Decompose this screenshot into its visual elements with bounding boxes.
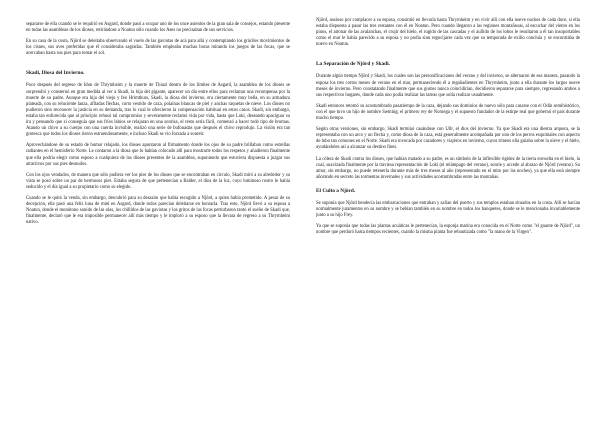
section-heading-cult: El Culto a Njörd. [316, 187, 356, 194]
paragraph: Según otras versiones, sin embargo, Skadi terminó casándose con Ullr, el dios del invierno. Ya que Skadi era una diestra arquera, se la representaba con un arco y un flecha y, como diosa de la caza, está generalmente acompañada por uno de los perros esquimales con aspecto de lobo tan comunes en el Norte. Skadi era invocada por cazadores y viajeros en invierno, cuyos trineos ella guiaba sobre la nieve y el hielo, ayudándoles así a alcanzar su destino fines. [316, 127, 580, 151]
paragraph: Ya que se suponía que todas las plantas acuáticas le pertenecían, la esponja marina era conocida en el Norte como "el guante de Njörd", un nombre que perduró hasta tiempos recientes, cuando la misma planta fue rebautizada como "la mano de la Virgen". [316, 224, 580, 236]
paragraph: Se suponía que Njörd bendecía las embarcaciones que entraban y salían del puerto y sus templos estaban situados en la costa. Allí se hacían normalmente juramentos en su nombre y se bebían también en su nombre en todos los banquetes, donde se le mencionaba invariablemente junto a su hijo Frey. [316, 200, 580, 219]
paragraph: separarse de ella cuando se le requirió en Asgard, donde pasó a ocupar uno de los once asientos de la gran sala de consejos, estando presente en todas las asambleas de los dioses, retirándose a Noatun sólo cuando los Ases no precisaban de sus servicios. [26, 22, 290, 34]
paragraph: Cuando se le quitó la venda, sin embargo, descubrió para su desazón que había escogido a Njörd, a quien había prometido. A pesar de su decepción, ella pasó una feliz luna de miel en Asgard, donde todos parecían deleitarse en honrarla. Tras esto, Njörd llevó a su esposa a Noatun, donde el monótono sonido de las olas, los chillidos de las gaviotas y los gritos de las focas perturbaron tanto el sueño de Skadi que, finalmente, declaró que le era imposible permanecer allí más tiempo y le imploró a su esposo que la llevara de regreso a su Thrymheim nativo. [26, 195, 290, 226]
paragraph: La cólera de Skadi contra los dioses, que habían matado a su padre, es un símbolo de la inflexible rigidez de la tierra envuelta en el hielo, la cual, suavizada finalmente por la traviesa representación de Loki (el relámpago del verano), sonríe y accede al abrazo de Njörd (verano). Su amor, sin embargo, no puede retenerla durante más de tres meses al año (representado en el mito por las noches), ya que ella está siempre añorando en secreto las tormentas invernales y sus actividades acostumbradas entre las montañas. [316, 156, 580, 180]
left-column [26, 18, 290, 241]
right-column [316, 18, 580, 241]
paragraph: Durante algún tiempo Njörd y Skadi, los cuales son las personificaciones del verano y del invierno, se alternaron de esa manera, pasando la esposa los tres cortos meses de verano en el mar, permaneciendo él a regañadientes en Thrymheim, junto a ella durante los largos nueve meses de invierno. Pero constatando finalmente que sus gustos nunca coincidirían, decidieron separarse para siempre, regresando ambos a sus respectivos hogares, donde cada uno podía realizar las tareas que solía realizar usualmente. [316, 74, 580, 98]
section-heading-skadi: Skadi, Diosa del Invierno. [26, 70, 85, 77]
paragraph: Aprovechándose de su estado de humor relajado, los dioses apuntaron al firmamento donde los ojos de su padre brillaban como estrellas radiantes en el hemisferio Norte. Le contaron a la diosa que lo habían colocado allí para mostrarle todos los respetos y añadieron finalmente que ella podría elegir como esposo a cualquiera de los dioses presentes de la asamblea, suponiendo que estuviera dispuesta a juzgar sus atractivos por sus pies desnudos. [26, 143, 290, 167]
section-heading-separation: La Separación de Njörd y Skadi. [316, 61, 390, 68]
paragraph: Skadi entonces retomó su acostumbrado pasatiempo de la caza, dejando sus dominios de nuevo sólo para casarse con el Odín semihistórico, con el que tuvo un hijo de nombre Sæming, el primero rey de Noruega y el supuesto fundador de la estirpe real que gobernó el país durante mucho tiempo. [316, 103, 580, 122]
paragraph: Poco después del regreso de Idun de Thrymheim y la muerte de Thiazi dentro de los límites de Asgard, la asamblea de los dioses se sorprendió y consternó en gran medida al ver a Skadi, la hija del gigante, aparecer un día entre ellos para reclamar una recompensa por la muerte de su padre. Aunque era hija del viejo y feo Hrimthurs, Skadi, la diosa del invierno, era ciertamente muy bella, en su armadura plateada, con su reluciente lanza, afiladas flechas, corto vestido de caza, polainas blancas de piel y anchas raquetas de nieve. Los dioses no pudieron sino reconocer la justicia en su demanda, tras lo cual le ofrecieron la compensación habitual en estos casos. Skadi, sin embargo, estaba tan enfurecida que al principio rehusó tal compromiso y severamente reclamó vida por vida, hasta que Loki, deseando apaciguar su ira y pensando que si conseguía que sus fríos labios se relajaran en una sonrisa, el resto sería fácil, comenzó a hacer todo tipo de bromas. Atando un chivo a su cuerpo con una cuerda invisible, realizó una serie de bufonadas que después el chivo reprodujo. La visión era tan grotesca que todos los dioses rieron estruendosamente, e incluso Skadi se vio forzada a sonreír. [26, 83, 290, 138]
paragraph: Con los ojos vendados, de manera que sólo pudiera ver los pies de los dioses que se encontraban en círculo, Skadi miró a su alrededor y su vista se posó sobre un par de hermosos pies. Estaba segura de que pertenecían a Balder, el dios de la luz, cuyo luminoso rostro le había seducido y el día igual a su propietario como su elegido. [26, 172, 290, 190]
paragraph: En su casa de la costa, Njörd se deleitaba observando el vuelo de las gaviotas de acá para allá y contemplando los gráciles movimientos de los cisnes, sus aves preferidas que él consideraba sagradas. También empleaba muchas horas mirando los juegos de las focas, que se acercaban hasta sus pies para tomar el sol. [26, 39, 290, 57]
text-columns [26, 18, 580, 241]
paragraph: Njörd, ansioso por complacer a su esposa, consintió en llevarla hasta Thrymheim y en vivir allí con ella nueve noches de cada doce, si ella estaba dispuesta a pasar las tres restantes con él en Noatun. Pero cuando llegaron a las regiones montañosas, al escuchar del viento en los pinos, el atronar de las avalanchas, el crujir del hielo, el rugido de las cascadas y el aullido de los lobos le resultaron a él tan insoportables como el mar le había parecido a su esposa y no podía sino regocijarse cada vez que su temporada de exilio concluía y se encontraba de nuevo en Noatun. [316, 18, 580, 48]
